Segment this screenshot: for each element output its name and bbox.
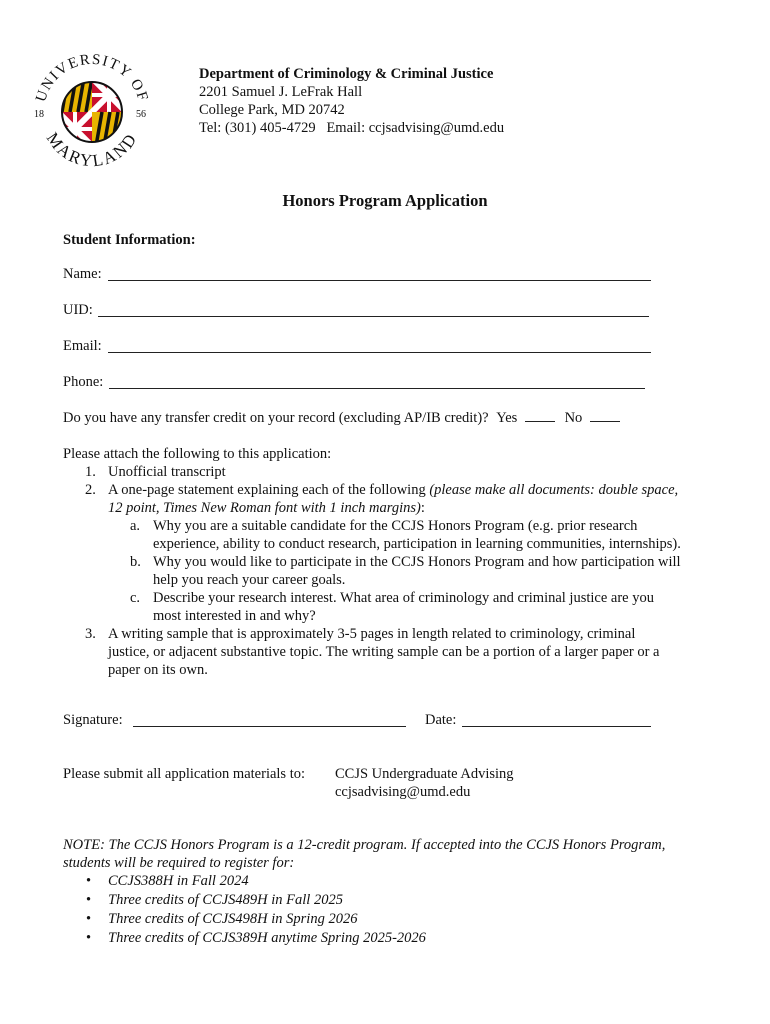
email-input-line[interactable] (108, 352, 651, 353)
attachments-list (63, 445, 743, 678)
email-label: Email: (63, 338, 102, 354)
seal-text-top: UNIVERSITY OF (33, 51, 151, 104)
no-label: No (564, 410, 583, 426)
submit-office: CCJS Undergraduate Advising (335, 766, 514, 782)
course-text: Three credits of CCJS489H in Fall 2025 (108, 892, 343, 908)
bullet-icon: • (86, 911, 92, 927)
writing-sample-line-1: A writing sample that is approximately 3-5 pages in length related to criminology, criminal (108, 626, 636, 642)
uid-label: UID: (63, 302, 93, 318)
department-name: Department of Criminology & Criminal Justice (199, 66, 494, 82)
sub-item-c-line-2: most interested in and why? (153, 608, 316, 624)
list-item-number: 2. (85, 482, 96, 498)
address-line-1: 2201 Samuel J. LeFrak Hall (199, 84, 363, 100)
statement-text: A one-page statement explaining each of the following (108, 482, 426, 498)
statement-format-note-a: (please make all documents: double space, (429, 482, 679, 498)
yes-label: Yes (496, 410, 518, 426)
note-line-2: students will be required to register for: (63, 855, 295, 871)
no-blank[interactable] (590, 409, 620, 422)
student-info-heading: Student Information: (63, 232, 196, 248)
yes-blank[interactable] (525, 409, 555, 422)
uid-input-line[interactable] (98, 316, 649, 317)
sub-item-b-line-2: help you reach your career goals. (153, 572, 346, 588)
sub-item-a-line-2: experience, ability to conduct research, participation in learning communities, internships). (153, 536, 681, 552)
course-text: CCJS388H in Fall 2024 (108, 873, 249, 889)
sub-item-a-line-1: Why you are a suitable candidate for the CCJS Honors Program (e.g. prior research (153, 518, 638, 534)
course-list-item (86, 873, 249, 890)
address-line-2: College Park, MD 20742 (199, 102, 345, 118)
phone-input-line[interactable] (109, 388, 645, 389)
sub-item-b-line-1: Why you would like to participate in the CCJS Honors Program and how participation will (153, 554, 681, 570)
list-item-transcript: Unofficial transcript (108, 464, 226, 480)
uid-field[interactable] (63, 302, 653, 320)
signature-field[interactable] (63, 712, 408, 730)
sub-item-label: c. (130, 590, 141, 606)
sub-item-c-line-1: Describe your research interest. What area of criminology and criminal justice are you (153, 590, 654, 606)
date-label: Date: (425, 712, 457, 728)
course-list-item (86, 911, 358, 928)
phone-field[interactable] (63, 374, 653, 392)
signature-label: Signature: (63, 712, 123, 728)
statement-format-line-2 (108, 499, 425, 517)
writing-sample-line-2: justice, or adjacent substantive topic. The writing sample can be a portion of a larger paper or a (108, 644, 660, 660)
name-input-line[interactable] (108, 280, 651, 281)
attach-intro: Please attach the following to this application: (63, 446, 332, 462)
bullet-icon: • (86, 873, 92, 889)
statement-format-note-b: 12 point, Times New Roman font with 1 inch margins) (108, 500, 421, 516)
course-list-item (86, 892, 343, 909)
date-field[interactable] (425, 712, 653, 730)
university-seal-logo (28, 46, 156, 174)
seal-text-bottom: MARYLAND (42, 128, 142, 171)
statement-colon: : (420, 500, 425, 516)
date-input-line[interactable] (462, 726, 651, 727)
transfer-credit-question (63, 409, 620, 427)
sub-item-label: b. (130, 554, 141, 570)
bullet-icon: • (86, 892, 92, 908)
course-text: Three credits of CCJS498H in Spring 2026 (108, 911, 358, 927)
list-item-number: 1. (85, 464, 96, 480)
maryland-flag-emblem (58, 78, 126, 146)
name-label: Name: (63, 266, 102, 282)
course-list-item (86, 930, 426, 947)
seal-year-left: 18 (34, 109, 44, 120)
list-item-number: 3. (85, 626, 96, 642)
note-line-1: NOTE: The CCJS Honors Program is a 12-credit program. If accepted into the CCJS Honors Program, (63, 837, 666, 853)
page-title: Honors Program Application (282, 191, 488, 210)
email-field[interactable] (63, 338, 653, 356)
bullet-icon: • (86, 930, 92, 946)
signature-input-line[interactable] (133, 726, 406, 727)
course-text: Three credits of CCJS389H anytime Spring 2025-2026 (108, 930, 426, 946)
submit-label: Please submit all application materials to: (63, 766, 306, 782)
phone-label: Phone: (63, 374, 104, 390)
writing-sample-line-3: paper on its own. (108, 662, 208, 678)
sub-item-label: a. (130, 518, 141, 534)
name-field[interactable] (63, 266, 653, 284)
department-header (199, 65, 504, 137)
submit-email[interactable]: ccjsadvising@umd.edu (335, 784, 471, 800)
transfer-question-text: Do you have any transfer credit on your record (excluding AP/IB credit)? (63, 410, 489, 426)
seal-year-right: 56 (136, 109, 146, 120)
list-item-statement (108, 481, 678, 499)
contact-line: Tel: (301) 405-4729 Email: ccjsadvising@umd.edu (199, 120, 505, 136)
